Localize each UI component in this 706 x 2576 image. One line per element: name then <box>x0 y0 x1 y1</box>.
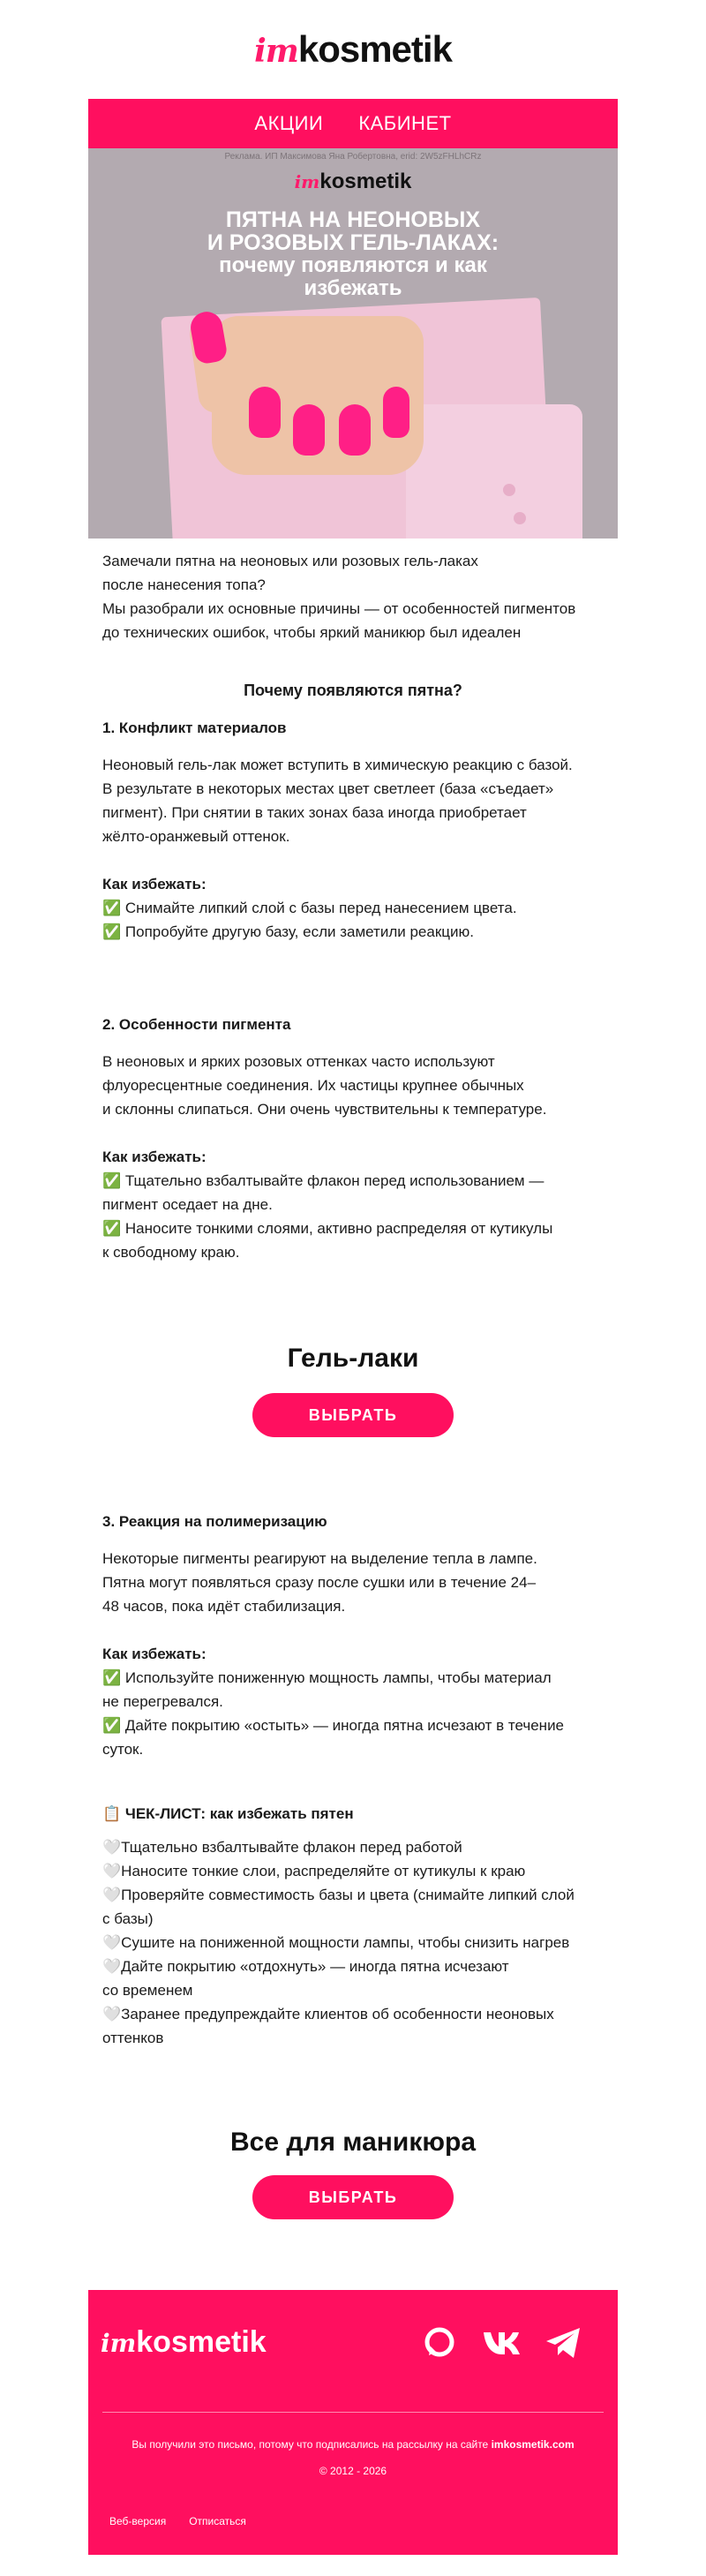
footer-note-text: Вы получили это письмо, потому что подписались на рассылку на сайте <box>131 2438 489 2451</box>
checklist-item: 🤍Тщательно взбалтывайте флакон перед работой <box>102 1839 462 1856</box>
gel-block-title: Гель-лаки <box>287 1344 419 1373</box>
section1-tip: ✅ Снимайте липкий слой с базы перед нанесением цвета. <box>102 900 517 916</box>
brand-logo[interactable] <box>254 28 452 71</box>
section1-line: Неоновый гель-лак может вступить в химическую реакцию с базой. <box>102 757 573 773</box>
max-icon[interactable] <box>420 2324 459 2362</box>
email-body <box>88 99 618 2219</box>
hero-title-line1: ПЯТНА НА НЕОНОВЫХ <box>225 207 481 232</box>
section3-title: 3. Реакция на полимеризацию <box>102 1513 327 1530</box>
section2-line: и склонны слипаться. Они очень чувствительны к температуре. <box>102 1101 547 1118</box>
footer-logo-kosmetik: kosmetik <box>136 2325 267 2359</box>
checklist-item: со временем <box>102 1982 193 1999</box>
hero-nail <box>293 404 325 456</box>
section2-body <box>88 1050 618 1264</box>
logo-im: im <box>254 33 298 70</box>
section3-body <box>88 1547 618 1761</box>
web-version-link[interactable]: Веб-версия <box>109 2515 167 2527</box>
section2-line: флуоресцентные соединения. Их частицы крупнее обычных <box>102 1077 524 1094</box>
hero-logo-kosmetik: kosmetik <box>319 169 412 193</box>
intro-line: Мы разобрали их основные причины — от особенностей пигментов <box>102 600 576 617</box>
footer-copyright: © 2012 - 2026 <box>319 2465 387 2477</box>
section1-line: жёлто-оранжевый оттенок. <box>102 828 290 845</box>
section1-line: пигмент). При снятии в таких зонах база иногда приобретает <box>102 804 527 821</box>
section3-line: Пятна могут появляться сразу после сушки или в течение 24– <box>102 1574 537 1591</box>
manicure-block-title: Все для маникюра <box>230 2128 476 2157</box>
checklist-item: 🤍Сушите на пониженной мощности лампы, чтобы снизить нагрев <box>102 1934 570 1951</box>
checklist-item: 🤍Заранее предупреждайте клиентов об особенности неоновых <box>102 2006 554 2022</box>
intro-line: Замечали пятна на неоновых или розовых гель-лаках <box>102 553 478 569</box>
vk-icon[interactable] <box>482 2324 521 2362</box>
header <box>0 0 706 99</box>
checklist-body <box>88 1835 618 2050</box>
footer-logo[interactable] <box>101 2325 267 2360</box>
section1-title: 1. Конфликт материалов <box>102 719 287 736</box>
section1-avoid-title: Как избежать: <box>102 876 207 893</box>
footer-links <box>109 2515 246 2527</box>
social-icons <box>420 2324 582 2362</box>
checklist-item: 🤍Наносите тонкие слои, распределяйте от кутикулы к краю <box>102 1863 526 1879</box>
section3-tip: ✅ Дайте покрытию «остыть» — иногда пятна исчезают в течение <box>102 1717 565 1734</box>
gel-cta-wrap <box>88 1393 618 1437</box>
intro-line: до технических ошибок, чтобы яркий маникюр был идеален <box>102 624 522 641</box>
section2-line: В неоновых и ярких розовых оттенках часто используют <box>102 1053 495 1070</box>
hero-banner[interactable] <box>88 148 618 539</box>
section2-tip: ✅ Тщательно взбалтывайте флакон перед использованием — <box>102 1172 545 1189</box>
checklist-item: 🤍Дайте покрытию «отдохнуть» — иногда пятна исчезают <box>102 1958 509 1975</box>
hero-logo-im: im <box>294 171 320 192</box>
footer-subscription-note <box>88 2438 618 2451</box>
hero-pink-pocket <box>406 404 582 539</box>
section2-tip: пигмент оседает на дне. <box>102 1196 273 1213</box>
section2-tip: ✅ Наносите тонкими слоями, активно распределяя от кутикулы <box>102 1220 553 1237</box>
footer-logo-im: im <box>101 2329 137 2358</box>
hero-nail <box>339 404 371 456</box>
footer-divider <box>102 2412 604 2413</box>
section2-avoid-title: Как избежать: <box>102 1149 207 1165</box>
checklist-title: 📋 ЧЕК-ЛИСТ: как избежать пятен <box>102 1805 354 1822</box>
gel-choose-button[interactable]: ВЫБРАТЬ <box>252 1393 454 1437</box>
section3-tip: суток. <box>102 1741 144 1758</box>
hero-nail <box>249 387 281 438</box>
section1-tip: ✅ Попробуйте другую базу, если заметили реакцию. <box>102 923 474 940</box>
intro-line: после нанесения топа? <box>102 576 266 593</box>
manicure-choose-button[interactable]: ВЫБРАТЬ <box>252 2175 454 2219</box>
hero-logo <box>88 169 618 194</box>
section1-line: В результате в некоторых местах цвет светлеет (база «съедает» <box>102 780 554 797</box>
logo-kosmetik: kosmetik <box>297 28 452 70</box>
footer <box>88 2290 618 2555</box>
section2-tip: к свободному краю. <box>102 1244 240 1261</box>
hero-button-dot <box>514 512 526 524</box>
section3-line: 48 часов, пока идёт стабилизация. <box>102 1598 346 1615</box>
checklist-item: с базы) <box>102 1910 154 1927</box>
manicure-cta-wrap <box>88 2175 618 2219</box>
ad-disclaimer: Реклама. ИП Максимова Яна Робертовна, erid: 2W5zFHLhCRz <box>224 152 482 162</box>
hero-title-line2: И РОЗОВЫХ ГЕЛЬ-ЛАКАХ: <box>207 230 499 255</box>
nav-item-account[interactable]: КАБИНЕТ <box>358 112 452 134</box>
intro-text <box>88 549 618 644</box>
footer-site-link[interactable]: imkosmetik.com <box>491 2438 575 2451</box>
nav-item-promotions[interactable]: АКЦИИ <box>254 112 324 134</box>
checklist-item: оттенков <box>102 2030 164 2046</box>
telegram-icon[interactable] <box>544 2324 582 2362</box>
section1-body <box>88 753 618 944</box>
section3-tip: ✅ Используйте пониженную мощность лампы, чтобы материал <box>102 1669 552 1686</box>
top-nav <box>88 99 618 148</box>
section2-title: 2. Особенности пигмента <box>102 1016 291 1033</box>
section3-avoid-title: Как избежать: <box>102 1646 207 1662</box>
why-title: Почему появляются пятна? <box>244 682 462 699</box>
hero-title-line4: избежать <box>304 276 402 300</box>
hero-title-line3: почему появляются и как <box>219 253 487 277</box>
unsubscribe-link[interactable]: Отписаться <box>189 2515 246 2527</box>
section3-line: Некоторые пигменты реагируют на выделение тепла в лампе. <box>102 1550 537 1567</box>
checklist-item: 🤍Проверяйте совместимость базы и цвета (снимайте липкий слой <box>102 1887 575 1903</box>
hero-title <box>141 208 565 300</box>
hero-button-dot <box>503 484 515 496</box>
section3-tip: не перегревался. <box>102 1693 223 1710</box>
hero-nail <box>383 387 409 438</box>
